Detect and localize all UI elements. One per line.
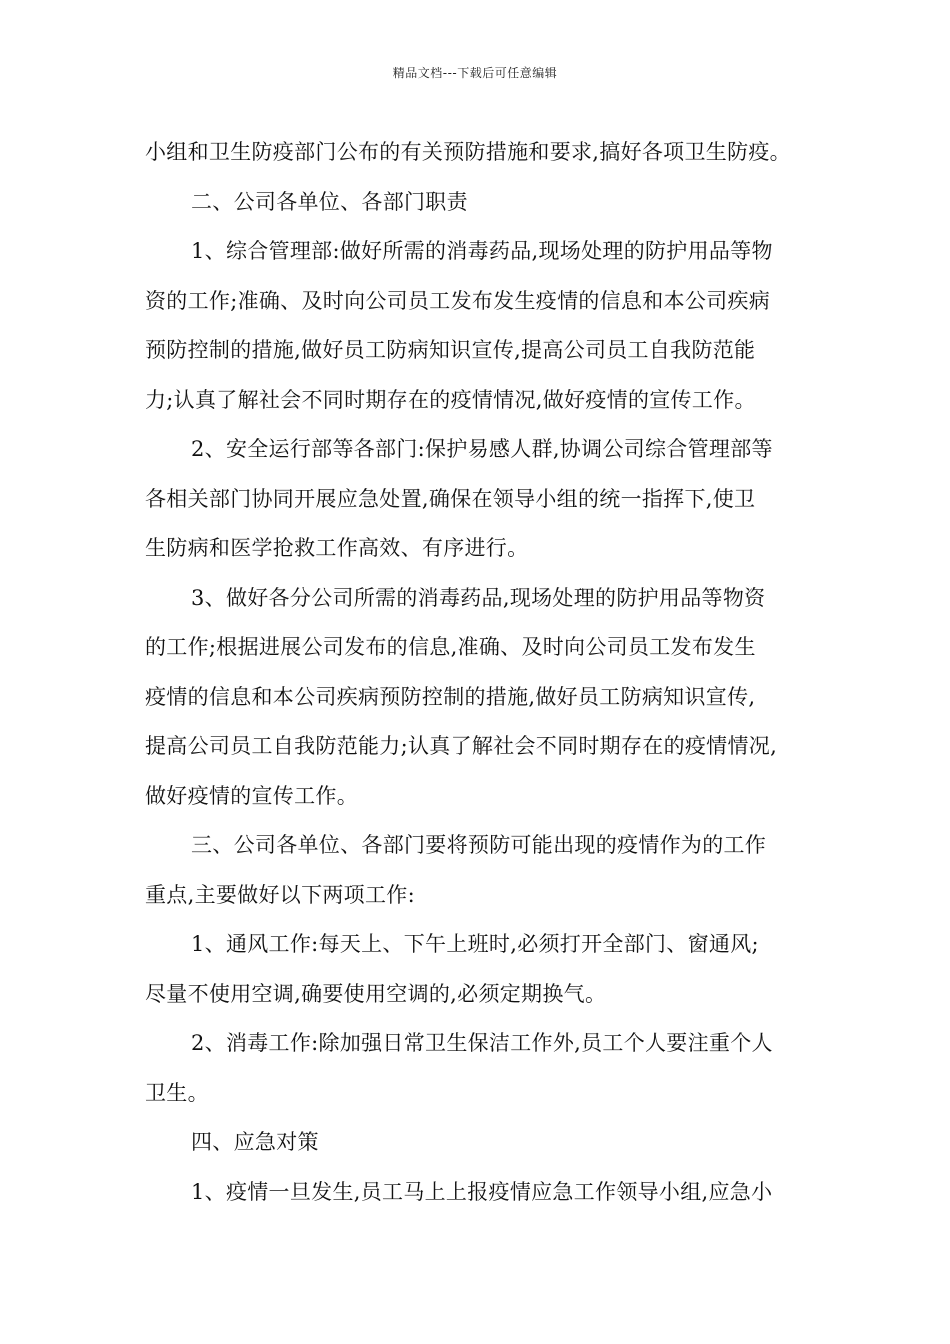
text-line: 重点,主要做好以下两项工作: xyxy=(145,882,415,907)
text-line: 生防病和医学抢救工作高效、有序进行。 xyxy=(145,536,529,560)
text-line: 二、公司各单位、各部门职责 xyxy=(191,189,468,214)
text-line: 预防控制的措施,做好员工防病知识宣传,提高公司员工自我防范能 xyxy=(145,338,756,362)
text-line: 力;认真了解社会不同时期存在的疫情情况,做好疫情的宣传工作。 xyxy=(145,387,756,412)
text-line: 各相关部门协同开展应急处置,确保在领导小组的统一指挥下,使卫 xyxy=(145,486,756,511)
text-line: 2、消毒工作:除加强日常卫生保洁工作外,员工个人要注重个人 xyxy=(191,1031,773,1055)
text-line: 2、安全运行部等各部门:保护易感人群,协调公司综合管理部等 xyxy=(191,437,773,461)
text-line: 疫情的信息和本公司疾病预防控制的措施,做好员工防病知识宣传, xyxy=(145,684,756,709)
text-line: 资的工作;准确、及时向公司员工发布发生疫情的信息和本公司疾病 xyxy=(145,288,771,313)
text-line: 三、公司各单位、各部门要将预防可能出现的疫情作为的工作 xyxy=(191,833,767,857)
text-line: 1、综合管理部:做好所需的消毒药品,现场处理的防护用品等物 xyxy=(191,239,773,263)
text-line: 的工作;根据进展公司发布的信息,准确、及时向公司员工发布发生 xyxy=(145,635,756,659)
text-line: 3、做好各分公司所需的消毒药品,现场处理的防护用品等物资 xyxy=(191,585,766,610)
text-line: 小组和卫生防疫部门公布的有关预防措施和要求,搞好各项卫生防疫。 xyxy=(145,140,791,164)
text-line: 卫生。 xyxy=(145,1080,209,1105)
page-header: 精品文档---下载后可任意编辑 xyxy=(392,66,558,80)
text-line: 提高公司员工自我防范能力;认真了解社会不同时期存在的疫情情况, xyxy=(145,734,778,758)
text-line: 做好疫情的宣传工作。 xyxy=(145,783,358,808)
text-line: 尽量不使用空调,确要使用空调的,必须定期换气。 xyxy=(145,981,607,1006)
text-line: 1、通风工作:每天上、下午上班时,必须打开全部门、窗通风; xyxy=(191,932,759,956)
document-body xyxy=(145,128,815,1217)
text-line: 四、应急对策 xyxy=(191,1130,319,1154)
text-line: 1、疫情一旦发生,员工马上上报疫情应急工作领导小组,应急小 xyxy=(191,1179,773,1204)
